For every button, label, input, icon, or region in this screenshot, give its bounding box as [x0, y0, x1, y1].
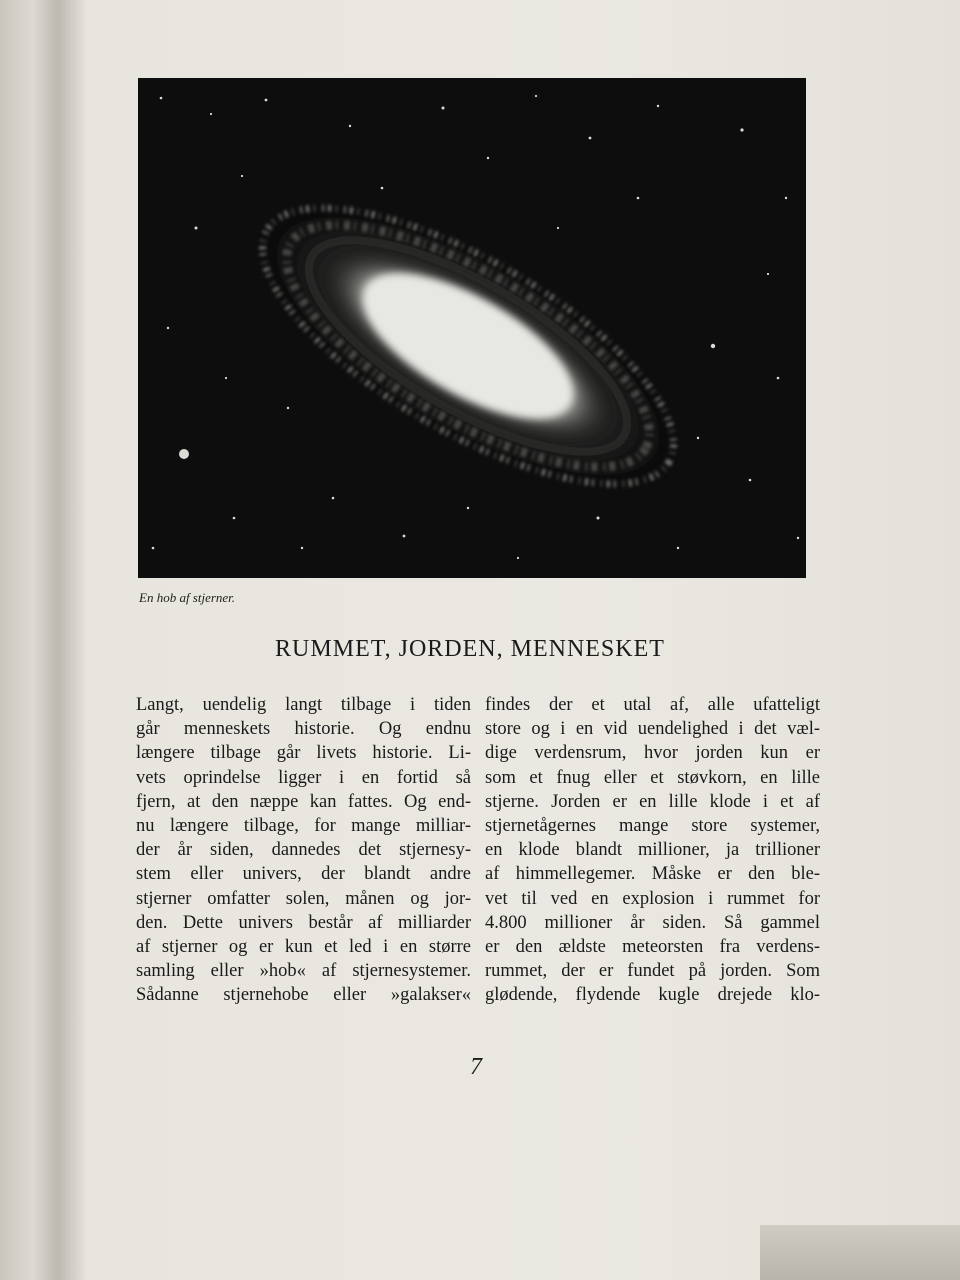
text-line: den. Dette univers består af milliarder — [136, 912, 471, 933]
text-line: af stjerner og er kun et led i en større — [136, 937, 471, 958]
text-line: stjernetågernes mange store systemer, — [485, 816, 820, 837]
text-line: 4.800 millioner år siden. Så gammel — [485, 912, 820, 933]
text-line: dige verdensrum, hvor jorden kun er — [485, 743, 820, 764]
text-line: fjern, at den næppe kan fattes. Og end- — [136, 791, 471, 812]
text-line: nu længere tilbage, for mange milliar- — [136, 816, 471, 837]
text-line: stjerner omfatter solen, månen og jor- — [136, 888, 471, 909]
text-line: Langt, uendelig langt tilbage i tiden — [136, 695, 471, 715]
text-line: rummet, der er fundet på jorden. Som — [485, 961, 820, 982]
text-line: Sådanne stjernehobe eller »galakser« — [136, 985, 471, 1006]
text-line: store og i en vid uendelighed i det væl- — [485, 719, 820, 740]
text-line: går menneskets historie. Og endnu — [136, 719, 471, 740]
text-line: vet til ved en explosion i rummet for — [485, 888, 820, 909]
text-line: stem eller univers, der blandt andre — [136, 864, 471, 885]
text-line: som et fnug eller et støvkorn, en lille — [485, 767, 820, 788]
text-line: stjerne. Jorden er en lille klode i et af — [485, 791, 820, 812]
text-line: en klode blandt millioner, ja trillioner — [485, 840, 820, 861]
text-line: findes der et utal af, alle ufatteligt — [485, 695, 820, 715]
figure-caption: En hob af stjerner. — [139, 590, 236, 605]
text-column-left — [136, 693, 471, 1008]
page-number: 7 — [470, 1054, 482, 1080]
text-line: samling eller »hob« af stjernesystemer. — [136, 961, 471, 982]
text-line: glødende, flydende kugle drejede klo- — [485, 985, 820, 1006]
page-corner-shadow — [760, 1225, 960, 1280]
text-line: længere tilbage går livets historie. Li- — [136, 743, 471, 764]
chapter-title: RUMMET, JORDEN, MENNESKET — [275, 636, 665, 662]
text-line: er den ældste meteorsten fra verdens- — [485, 937, 820, 958]
galaxy-image — [138, 78, 806, 578]
text-line: vets oprindelse ligger i en fortid så — [136, 767, 471, 788]
text-line: der år siden, dannedes det stjernesy- — [136, 840, 471, 861]
galaxy-photograph — [138, 78, 806, 578]
text-line: af himmellegemer. Måske er den ble- — [485, 864, 820, 885]
text-column-right — [485, 693, 820, 1008]
